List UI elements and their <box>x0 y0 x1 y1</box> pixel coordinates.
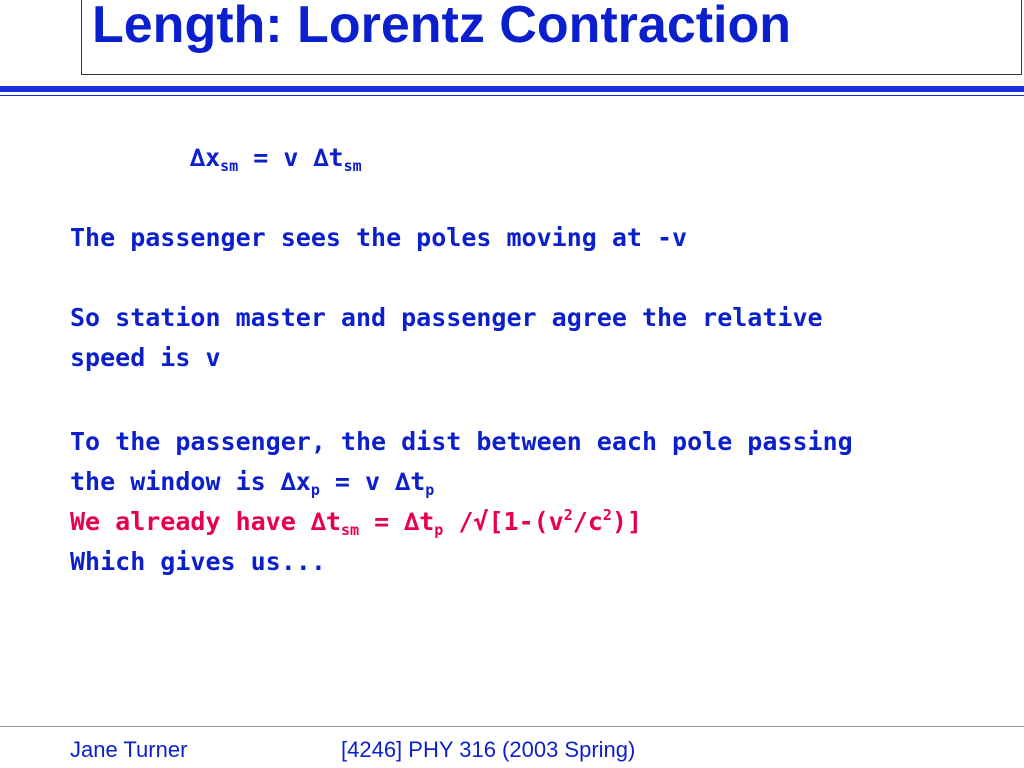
over-c: /c <box>572 507 603 536</box>
delta-symbol-2: ∆ <box>313 143 329 172</box>
paragraph-agree-line2: speed is v <box>70 343 221 372</box>
var-t: t <box>328 143 344 172</box>
var-x: x <box>205 143 221 172</box>
paragraph-dist-line2 <box>70 462 434 502</box>
delta-symbol: ∆ <box>310 507 326 536</box>
paragraph-passenger-sees: The passenger sees the poles moving at -v <box>70 223 688 252</box>
dist-prefix: the window is <box>70 467 281 496</box>
delta-symbol: ∆ <box>190 143 206 172</box>
delta-symbol: ∆ <box>280 467 296 496</box>
red-equation-line <box>70 502 642 542</box>
subscript-sm-2: sm <box>343 157 362 175</box>
superscript-2: 2 <box>563 506 573 524</box>
paragraph-dist-line1: To the passenger, the dist between each pole passing <box>70 427 853 456</box>
equals-v: = v <box>238 143 314 172</box>
var-x: x <box>295 467 311 496</box>
var-t-2: t <box>419 507 435 536</box>
title-box <box>81 0 1022 75</box>
delta-symbol-2: ∆ <box>395 467 411 496</box>
delta-symbol-2: ∆ <box>404 507 420 536</box>
subscript-p-2: p <box>425 481 435 499</box>
equals: = <box>359 507 405 536</box>
subscript-p: p <box>310 481 320 499</box>
close-bracket: )] <box>611 507 643 536</box>
footer-course: [4246] PHY 316 (2003 Spring) <box>341 737 636 762</box>
equation-sm <box>190 138 362 178</box>
var-t: t <box>410 467 426 496</box>
slide-title: Length: Lorentz Contraction <box>92 0 792 54</box>
var-t: t <box>325 507 341 536</box>
equals-v: = v <box>319 467 396 496</box>
paragraph-which-gives: Which gives us... <box>70 547 326 576</box>
superscript-2b: 2 <box>602 506 612 524</box>
paragraph-agree-line1: So station master and passenger agree the relative <box>70 303 823 332</box>
subscript-p: p <box>434 521 444 539</box>
subscript-sm: sm <box>220 157 239 175</box>
title-rule <box>0 86 1024 92</box>
red-prefix: We already have <box>70 507 311 536</box>
subscript-sm: sm <box>340 521 360 539</box>
sqrt-term: /√[1-(v <box>443 507 564 536</box>
footer-author: Jane Turner <box>70 737 188 762</box>
title-rule-thin <box>0 95 1024 96</box>
footer-rule <box>0 726 1024 727</box>
